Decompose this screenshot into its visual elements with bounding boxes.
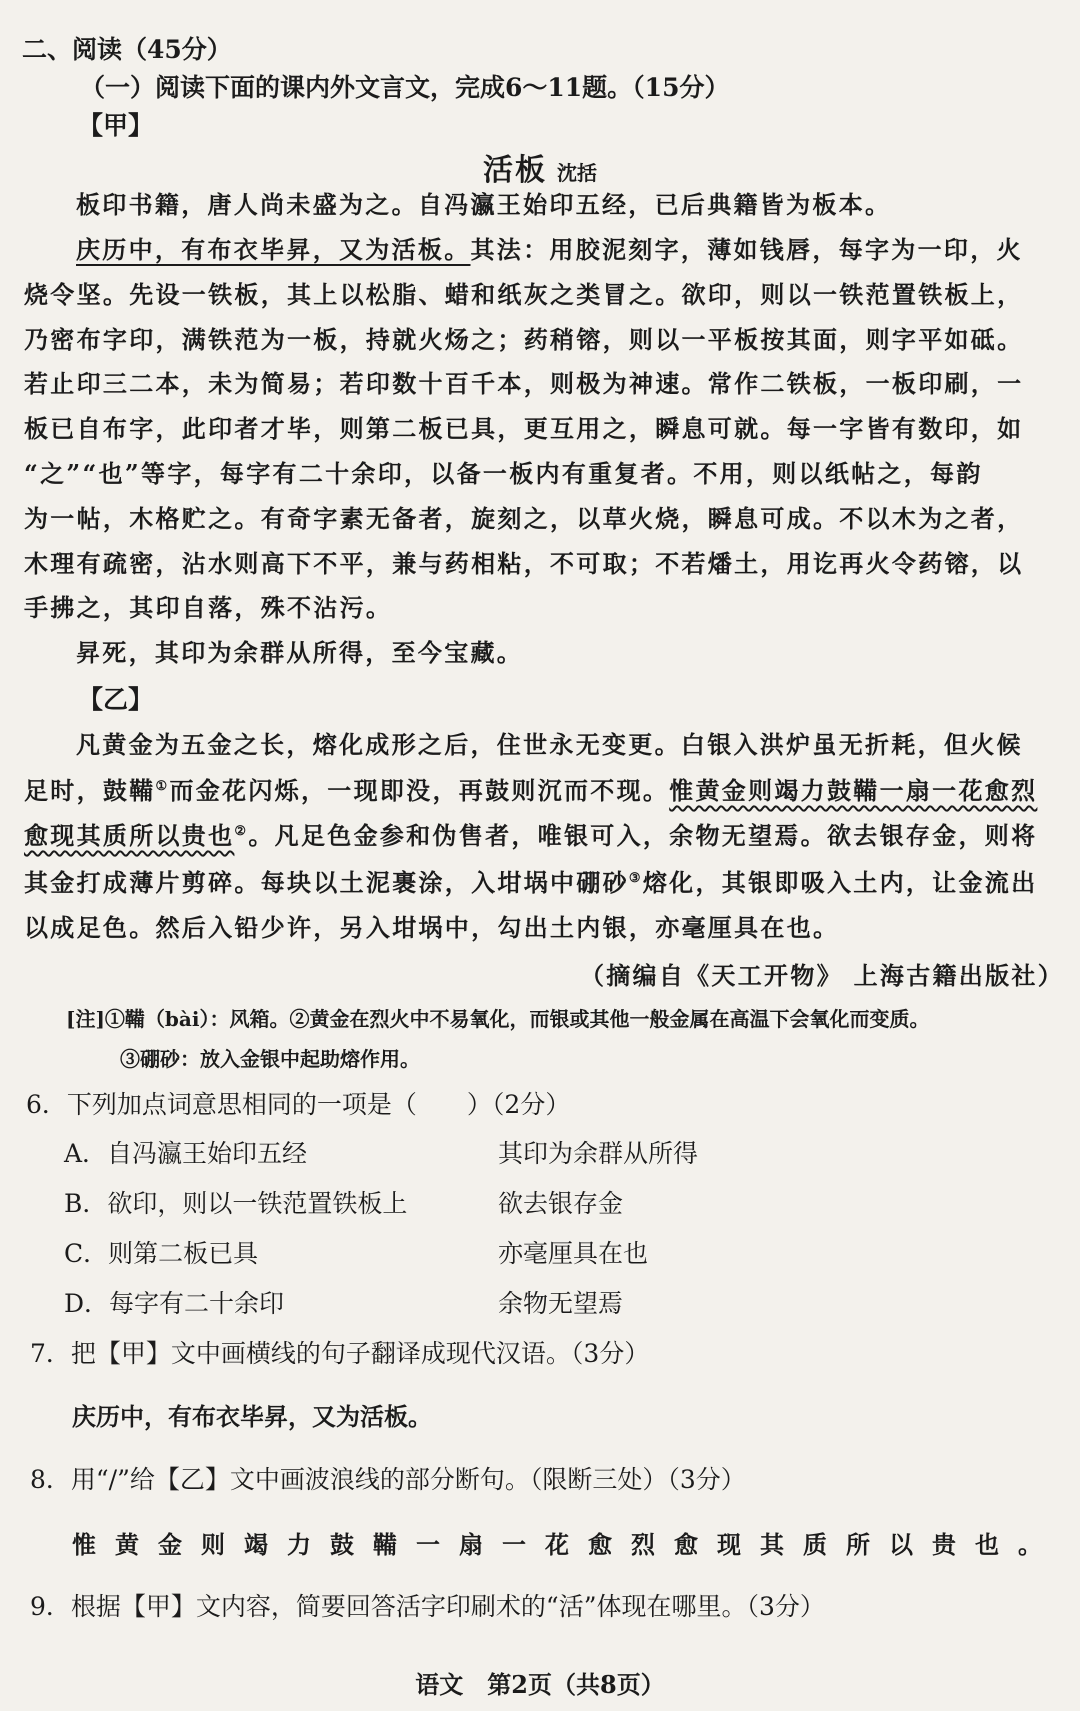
question-7-sentence: 庆历中，有布衣毕昇，又为活板。 bbox=[72, 1402, 432, 1431]
passage-b-line-5: 以成足色。然后入铅少许，另入坩埚中，勾出土内银，亦毫厘具在也。 bbox=[24, 913, 840, 942]
question-8-sentence: 惟黄金则竭力鼓鞴一扇一花愈烈愈现其质所以贵也。 bbox=[72, 1530, 1061, 1559]
section-subheading: （一）阅读下面的课内外文言文，完成6～11题。（15分） bbox=[80, 73, 730, 102]
passage-b-line-3: 愈现其质所以贵也②。凡足色金参和伪售者，唯银可入，余物无望焉。欲去银存金，则将 bbox=[24, 821, 1038, 850]
passage-b-line-1: 凡黄金为五金之长，熔化成形之后，住世永无变更。白银入洪炉虽无折耗，但火候 bbox=[76, 730, 1023, 759]
annotation-line-1: [注]①鞴（bài）：风箱。②黄金在烈火中不易氧化，而银或其他一般金属在高温下会氧化而变质。 bbox=[66, 1007, 930, 1031]
passage-a-line-6: 板已自布字，此印者才毕，则第二板已具，更互用之，瞬息可就。每一字皆有数印，如 bbox=[24, 414, 1024, 443]
question-9-stem: 9．根据【甲】文内容，简要回答活字印刷术的“活”体现在哪里。（3分） bbox=[30, 1592, 825, 1621]
underlined-sentence: 庆历中，有布衣毕昇，又为活板。 bbox=[76, 235, 471, 264]
passage-a-line-11: 昇死，其印为余群从所得，至今宝藏。 bbox=[76, 638, 524, 667]
passage-a-line-10: 手拂之，其印自落，殊不沾污。 bbox=[24, 593, 393, 622]
q6-option-d-left: D．每字有二十余印 bbox=[64, 1289, 285, 1318]
source-citation: （摘编自《天工开物》 上海古籍出版社） bbox=[579, 961, 1064, 990]
passage-a-line-3: 烧令坚。先设一铁板，其上以松脂、蜡和纸灰之类冒之。欲印，则以一铁范置铁板上， bbox=[24, 280, 1024, 309]
passage-a-line-2: 庆历中，有布衣毕昇，又为活板。其法：用胶泥刻字，薄如钱唇，每字为一印，火 bbox=[76, 235, 1023, 264]
passage-a-line-4: 乃密布字印，满铁范为一板，持就火炀之；药稍镕，则以一平板按其面，则字平如砥。 bbox=[24, 325, 1024, 354]
q6-option-c-left: C．则第二板已具 bbox=[64, 1239, 259, 1268]
passage-a-title-block bbox=[0, 145, 1080, 189]
passage-b-line-4: 其金打成薄片剪碎。每块以土泥裹涂，入坩埚中硼砂③熔化，其银即吸入土内，让金流出 bbox=[24, 868, 1038, 897]
q6-option-b-right: 欲去银存金 bbox=[498, 1189, 624, 1218]
page-footer: 语文 第2页（共8页） bbox=[415, 1670, 665, 1699]
q6-option-b-left: B．欲印，则以一铁范置铁板上 bbox=[64, 1189, 408, 1218]
wavy-underlined-text: 惟黄金则竭力鼓鞴一扇一花愈烈 bbox=[669, 776, 1038, 805]
passage-a-line-7: “之”“也”等字，每字有二十余印，以备一板内有重复者。不用，则以纸帖之，每韵 bbox=[24, 459, 983, 488]
passage-title: 活板 bbox=[483, 153, 547, 188]
section-heading: 二、阅读（45分） bbox=[22, 35, 232, 64]
q6-option-a-right: 其印为余群从所得 bbox=[498, 1139, 699, 1168]
passage-a-line-9: 木理有疏密，沾水则高下不平，兼与药相粘，不可取；不若燔土，用讫再火令药镕，以 bbox=[24, 549, 1024, 578]
q6-option-a-left: A．自冯瀛王始印五经 bbox=[64, 1139, 308, 1168]
question-8-stem: 8．用“/”给【乙】文中画波浪线的部分断句。（限断三处）（3分） bbox=[30, 1465, 746, 1494]
question-7-stem: 7．把【甲】文中画横线的句子翻译成现代汉语。（3分） bbox=[30, 1339, 650, 1368]
q6-option-d-right: 余物无望焉 bbox=[498, 1289, 624, 1318]
passage-b-line-2: 足时，鼓鞴①而金花闪烁，一现即没，再鼓则沉而不现。惟黄金则竭力鼓鞴一扇一花愈烈 bbox=[24, 776, 1038, 805]
wavy-underlined-text: 愈现其质所以贵也 bbox=[24, 821, 235, 850]
passage-b-label: 【乙】 bbox=[78, 685, 154, 714]
passage-a-line-8: 为一帖，木格贮之。有奇字素无备者，旋刻之，以草火烧，瞬息可成。不以木为之者， bbox=[24, 504, 1024, 533]
passage-a-line-1: 板印书籍，唐人尚未盛为之。自冯瀛王始印五经，已后典籍皆为板本。 bbox=[76, 190, 892, 219]
passage-author: 沈括 bbox=[557, 161, 597, 185]
passage-a-line-5: 若止印三二本，未为简易；若印数十百千本，则极为神速。常作二铁板，一板印刷，一 bbox=[24, 369, 1024, 398]
question-6-stem: 6．下列加点词意思相同的一项是（ ）（2分） bbox=[26, 1090, 571, 1119]
passage-a-label: 【甲】 bbox=[78, 111, 154, 140]
annotation-line-2: ③硼砂：放入金银中起助熔作用。 bbox=[120, 1047, 420, 1071]
q6-option-c-right: 亦毫厘具在也 bbox=[498, 1239, 649, 1268]
